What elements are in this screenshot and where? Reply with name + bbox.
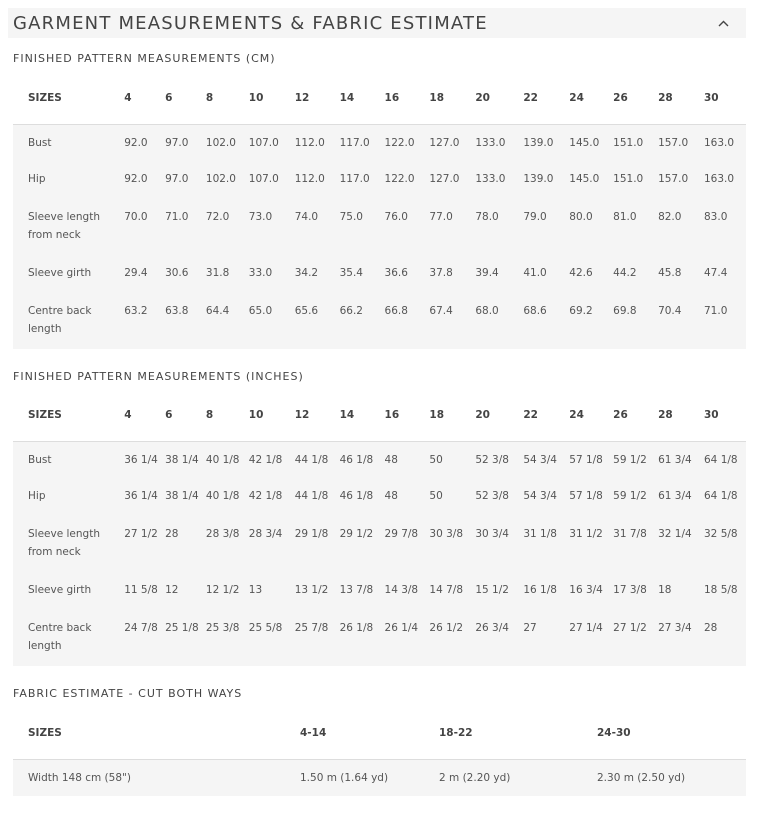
- table-cell: 57 1/8: [569, 453, 603, 466]
- size-column-header: 8: [205, 92, 214, 105]
- table-cell: 77.0: [429, 211, 453, 223]
- row-label: Sleeve girth: [28, 584, 92, 596]
- table-cell: 68.0: [475, 305, 499, 317]
- table-cell: 122.0: [384, 136, 415, 149]
- table-cell: 2 m (2.20 yd): [439, 771, 511, 784]
- table-cell: 61 3/4: [658, 453, 692, 466]
- table-cell: 42.6: [569, 267, 593, 279]
- size-column-header: 16: [384, 92, 400, 105]
- table-cell: 26 1/8: [339, 622, 374, 634]
- table-row: [13, 124, 746, 161]
- table-cell: 47.4: [704, 267, 728, 279]
- row-label: Hip: [28, 173, 46, 185]
- size-column-header: 18: [429, 92, 445, 105]
- size-column-header: 28: [658, 409, 673, 422]
- table-cell: 52 3/8: [475, 490, 509, 502]
- table-cell: 37.8: [429, 267, 453, 279]
- table-cell: 70.4: [658, 305, 682, 317]
- table-cell: 36.6: [384, 267, 408, 279]
- table-cell: 25 3/8: [205, 622, 240, 634]
- table-cell: 29.4: [124, 267, 148, 279]
- table-cell: 127.0: [429, 173, 460, 185]
- row-label: Sleeve length from neck: [28, 211, 100, 241]
- table-cell: 61 3/4: [658, 490, 692, 502]
- table-cell: 42 1/8: [248, 490, 283, 502]
- size-range-header: 18-22: [439, 727, 473, 740]
- table-cell: 63.8: [165, 305, 189, 317]
- table-cell: 163.0: [704, 173, 735, 185]
- table-cell: 26 3/4: [475, 622, 509, 634]
- table-row: [13, 161, 746, 199]
- table-cell: 40 1/8: [205, 490, 240, 502]
- table-cell: 69.8: [613, 305, 637, 317]
- table-cell: 31 1/2: [569, 528, 603, 540]
- table-cell: 76.0: [384, 211, 408, 223]
- table-cell: 2.30 m (2.50 yd): [597, 771, 686, 784]
- table-cell: 50: [429, 490, 443, 502]
- table-cell: 68.6: [523, 305, 547, 317]
- table-cell: 79.0: [523, 211, 547, 223]
- table-cell: 112.0: [294, 173, 325, 185]
- table-cell: 74.0: [294, 211, 319, 223]
- table-row: [13, 478, 746, 516]
- table-cell: 117.0: [339, 173, 370, 185]
- table-cell: 26 1/4: [384, 622, 419, 634]
- table-cell: 72.0: [205, 211, 230, 223]
- size-column-header: 24: [569, 409, 584, 422]
- chevron-up-icon[interactable]: [716, 16, 730, 30]
- size-column-header: 10: [248, 92, 264, 105]
- table-cell: 30.6: [165, 267, 189, 279]
- table-cell: 59 1/2: [613, 490, 647, 502]
- table-cell: 52 3/8: [475, 453, 509, 466]
- accordion-header[interactable]: [8, 8, 746, 38]
- table-cell: 75.0: [339, 211, 363, 223]
- size-column-header: 12: [294, 92, 310, 105]
- size-column-header: 22: [523, 92, 538, 105]
- table-cell: 18: [658, 584, 672, 596]
- table-cell: 15 1/2: [475, 584, 509, 596]
- table-cell: 16 1/8: [523, 584, 557, 596]
- table-cell: 107.0: [248, 173, 279, 185]
- table-cell: 139.0: [523, 136, 554, 149]
- table-cell: 27 3/4: [658, 622, 692, 634]
- table-cell: 17 3/8: [613, 584, 647, 596]
- table-cell: 30 3/8: [429, 528, 464, 540]
- table-cell: 133.0: [475, 136, 506, 149]
- size-column-header: 10: [248, 409, 264, 422]
- table-cell: 27 1/2: [613, 622, 647, 634]
- size-column-header: 20: [475, 92, 490, 105]
- sizes-header: SIZES: [28, 92, 62, 105]
- table-cell: 28 3/4: [248, 528, 283, 540]
- inches-measurements-table: [13, 390, 746, 666]
- table-cell: 28: [704, 622, 718, 634]
- table-cell: 41.0: [523, 267, 547, 279]
- table-cell: 27: [523, 622, 537, 634]
- table-cell: 102.0: [205, 136, 236, 149]
- table-cell: 13: [248, 584, 263, 596]
- table-cell: 71.0: [704, 305, 728, 317]
- fabric-table-title: FABRIC ESTIMATE - CUT BOTH WAYS: [13, 687, 243, 700]
- size-column-header: 14: [339, 92, 355, 105]
- table-cell: 30 3/4: [475, 528, 509, 540]
- table-row: [13, 293, 746, 349]
- table-cell: 38 1/4: [165, 453, 199, 466]
- table-cell: 157.0: [658, 173, 689, 185]
- fabric-estimate-table: [13, 708, 746, 796]
- table-cell: 48: [384, 453, 398, 466]
- table-cell: 59 1/2: [613, 453, 647, 466]
- table-cell: 35.4: [339, 267, 363, 279]
- table-cell: 28 3/8: [205, 528, 240, 540]
- row-label: Bust: [28, 136, 52, 149]
- table-cell: 12: [165, 584, 179, 596]
- table-cell: 67.4: [429, 305, 453, 317]
- table-cell: 46 1/8: [339, 490, 374, 502]
- size-column-header: 6: [165, 409, 173, 422]
- table-cell: 46 1/8: [339, 453, 374, 466]
- table-cell: 66.2: [339, 305, 363, 317]
- table-cell: 151.0: [613, 173, 644, 185]
- table-cell: 16 3/4: [569, 584, 603, 596]
- table-cell: 92.0: [124, 136, 148, 149]
- table-row: [13, 610, 746, 666]
- table-cell: 29 1/2: [339, 528, 374, 540]
- table-cell: 31.8: [205, 267, 230, 279]
- row-label: Centre back length: [28, 622, 92, 652]
- table-cell: 65.6: [294, 305, 319, 317]
- table-cell: 36 1/4: [124, 453, 158, 466]
- table-cell: 70.0: [124, 211, 148, 223]
- table-cell: 27 1/4: [569, 622, 603, 634]
- table-cell: 44.2: [613, 267, 637, 279]
- table-cell: 145.0: [569, 136, 600, 149]
- table-cell: 1.50 m (1.64 yd): [300, 771, 389, 784]
- sizes-header: SIZES: [28, 409, 62, 422]
- table-cell: 78.0: [475, 211, 499, 223]
- table-cell: 48: [384, 490, 398, 502]
- inches-table-title: FINISHED PATTERN MEASUREMENTS (INCHES): [13, 370, 304, 383]
- table-cell: 45.8: [658, 267, 682, 279]
- table-cell: 29 1/8: [294, 528, 329, 540]
- table-cell: 44 1/8: [294, 453, 329, 466]
- table-cell: 32 5/8: [704, 528, 738, 540]
- table-cell: 66.8: [384, 305, 408, 317]
- table-cell: 92.0: [124, 173, 148, 185]
- table-cell: 24 7/8: [124, 622, 158, 634]
- table-row: [13, 255, 746, 293]
- table-cell: 32 1/4: [658, 528, 692, 540]
- size-column-header: 26: [613, 92, 628, 105]
- table-cell: 29 7/8: [384, 528, 419, 540]
- table-cell: 13 7/8: [339, 584, 374, 596]
- table-cell: 73.0: [248, 211, 273, 223]
- row-label: Hip: [28, 490, 46, 502]
- table-cell: 97.0: [165, 136, 189, 149]
- table-cell: 112.0: [294, 136, 325, 149]
- table-cell: 54 3/4: [523, 490, 557, 502]
- size-column-header: 16: [384, 409, 400, 422]
- table-cell: 34.2: [294, 267, 319, 279]
- table-cell: 36 1/4: [124, 490, 158, 502]
- size-column-header: 4: [124, 409, 132, 422]
- size-range-header: 24-30: [597, 727, 631, 740]
- table-cell: 122.0: [384, 173, 415, 185]
- table-row: [13, 199, 746, 255]
- size-column-header: 28: [658, 92, 673, 105]
- table-cell: 26 1/2: [429, 622, 464, 634]
- table-cell: 64.4: [205, 305, 230, 317]
- table-cell: 133.0: [475, 173, 506, 185]
- size-column-header: 6: [165, 92, 173, 105]
- table-cell: 82.0: [658, 211, 682, 223]
- table-cell: 107.0: [248, 136, 279, 149]
- table-cell: 14 7/8: [429, 584, 464, 596]
- size-column-header: 20: [475, 409, 490, 422]
- table-cell: 42 1/8: [248, 453, 283, 466]
- table-row: [13, 441, 746, 478]
- row-label: Width 148 cm (58"): [28, 771, 131, 784]
- table-cell: 127.0: [429, 136, 460, 149]
- table-cell: 13 1/2: [294, 584, 329, 596]
- row-label: Sleeve length from neck: [28, 528, 100, 558]
- cm-measurements-table: [13, 73, 746, 349]
- table-cell: 14 3/8: [384, 584, 419, 596]
- size-column-header: 18: [429, 409, 445, 422]
- table-cell: 25 7/8: [294, 622, 329, 634]
- table-cell: 57 1/8: [569, 490, 603, 502]
- table-cell: 18 5/8: [704, 584, 738, 596]
- table-cell: 54 3/4: [523, 453, 557, 466]
- size-column-header: 30: [704, 409, 719, 422]
- table-cell: 63.2: [124, 305, 148, 317]
- size-column-header: 24: [569, 92, 584, 105]
- size-column-header: 26: [613, 409, 628, 422]
- table-cell: 11 5/8: [124, 584, 158, 596]
- table-cell: 151.0: [613, 136, 644, 149]
- table-cell: 80.0: [569, 211, 593, 223]
- row-label: Sleeve girth: [28, 267, 92, 279]
- table-cell: 25 1/8: [165, 622, 199, 634]
- table-cell: 117.0: [339, 136, 370, 149]
- table-cell: 65.0: [248, 305, 273, 317]
- size-column-header: 14: [339, 409, 355, 422]
- size-column-header: 30: [704, 92, 719, 105]
- table-cell: 71.0: [165, 211, 189, 223]
- table-cell: 25 5/8: [248, 622, 283, 634]
- table-cell: 44 1/8: [294, 490, 329, 502]
- table-cell: 97.0: [165, 173, 189, 185]
- table-cell: 38 1/4: [165, 490, 199, 502]
- sizes-header: SIZES: [28, 727, 62, 740]
- table-cell: 31 1/8: [523, 528, 557, 540]
- table-cell: 64 1/8: [704, 490, 738, 502]
- table-cell: 12 1/2: [205, 584, 240, 596]
- table-row: [13, 759, 746, 796]
- table-cell: 39.4: [475, 267, 499, 279]
- row-label: Centre back length: [28, 305, 92, 335]
- table-cell: 157.0: [658, 136, 689, 149]
- size-column-header: 12: [294, 409, 310, 422]
- table-row: [13, 516, 746, 572]
- row-label: Bust: [28, 453, 52, 466]
- table-cell: 81.0: [613, 211, 637, 223]
- size-column-header: 4: [124, 92, 132, 105]
- section-title: GARMENT MEASUREMENTS & FABRIC ESTIMATE: [13, 12, 488, 34]
- table-cell: 64 1/8: [704, 453, 738, 466]
- table-cell: 145.0: [569, 173, 600, 185]
- table-cell: 139.0: [523, 173, 554, 185]
- table-cell: 27 1/2: [124, 528, 158, 540]
- cm-table-title: FINISHED PATTERN MEASUREMENTS (CM): [13, 52, 276, 65]
- table-cell: 50: [429, 453, 443, 466]
- table-cell: 31 7/8: [613, 528, 647, 540]
- table-cell: 40 1/8: [205, 453, 240, 466]
- table-cell: 28: [165, 528, 179, 540]
- size-range-header: 4-14: [300, 727, 327, 740]
- table-cell: 33.0: [248, 267, 273, 279]
- size-column-header: 22: [523, 409, 538, 422]
- table-cell: 102.0: [205, 173, 236, 185]
- size-column-header: 8: [205, 409, 214, 422]
- table-cell: 69.2: [569, 305, 593, 317]
- table-cell: 163.0: [704, 136, 735, 149]
- table-row: [13, 572, 746, 610]
- table-cell: 83.0: [704, 211, 728, 223]
